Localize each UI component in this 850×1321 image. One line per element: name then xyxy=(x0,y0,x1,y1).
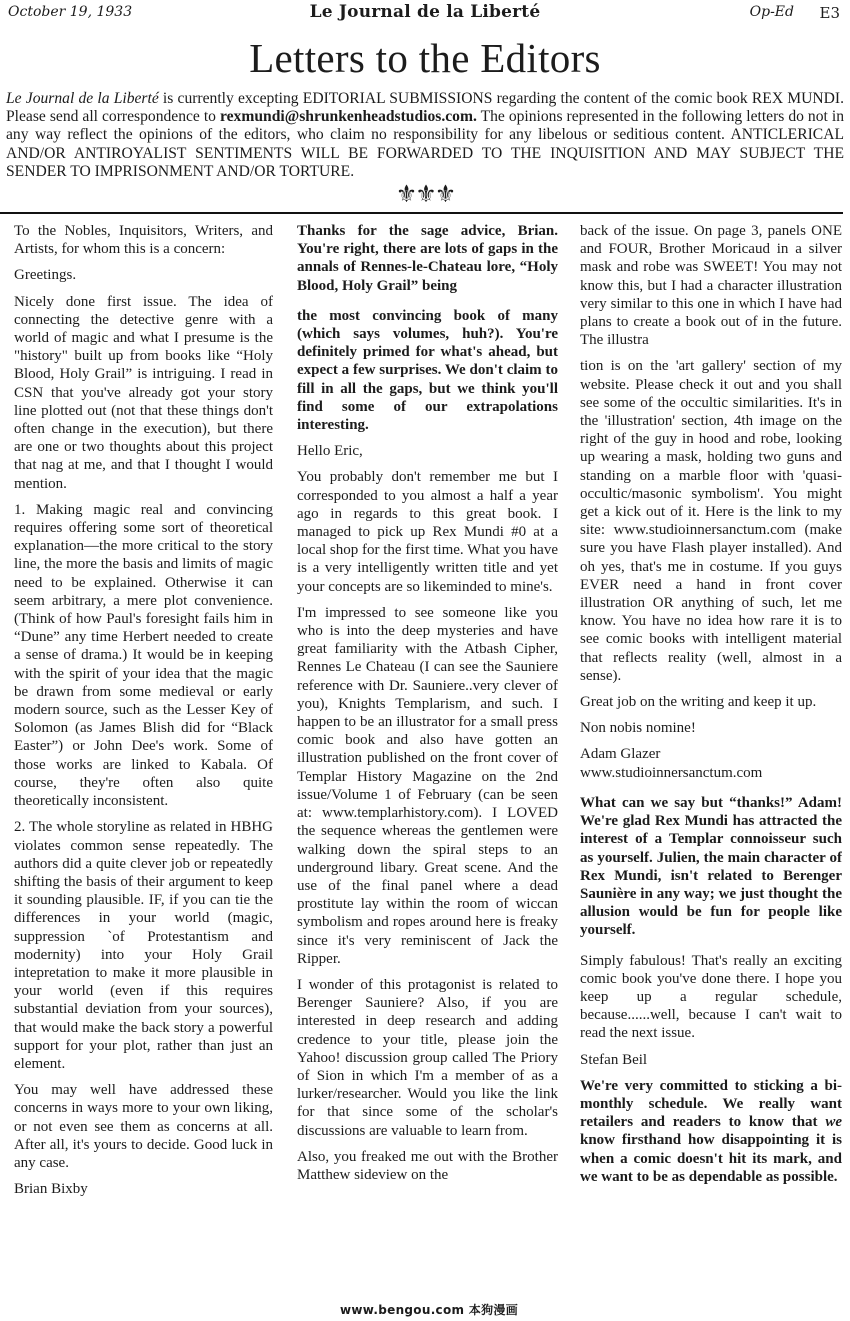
letter-paragraph: tion is on the 'art gallery' section of my website. Please check it out and you shall see some of the occultic similarities. It's in the 'illustration' section, 4th image on the right of the guy in hood and robe, looking up wearing a mask, holding two guns and standing on a marble floor with 'quasi-occultic/masonic symbolism'. You might get a kick out of it. Here is the link to my site: www.studioinnersanctum.com (make sure you have Flash player installed). And oh yes, that's me in costume. If you guys EVER need a hand in front cover illustration OR anything of such, let me know. You have no idea how rare it is to see comic books with intelligent material that reflects reality (well, almost in a sense). xyxy=(580,358,842,684)
intro-notice xyxy=(6,90,844,181)
letter-signature: Brian Bixby xyxy=(14,1181,88,1198)
letter-salutation: To the Nobles, Inquisitors, Writers, and Artists, for whom this is a concern: xyxy=(14,223,273,258)
watermark: www.bengou.com 本狗漫画 xyxy=(340,1303,518,1317)
letter-signature: Adam Glazer xyxy=(580,746,661,763)
letter-paragraph: Great job on the writing and keep it up. xyxy=(580,694,817,711)
letter-greeting: Hello Eric, xyxy=(297,443,363,460)
editor-reply xyxy=(580,1077,842,1186)
letter-paragraph: I'm impressed to see someone like you who is into the deep mysteries and have great familiarity with the Atbash Cipher, Rennes Le Chateau (I can see the Sauniere reference with Dr. Sauniere..very clever of you), Knights Templarism, and such. I happen to be an illustrator for a small press comic book and also have gotten an illustration published on the front cover of Templar History Magazine on the 2nd issue/Volume 1 of February (can be seen at: www.templarhistory.com). I LOVED the sequence whereas the gentlemen were walking down the spiral steps to an underground libary. Great scene. And the use of the final panel where a dead prostitute lay within the room of wiccan symbolism and ropes around here is freaky since it's very reminiscent of Jack the Ripper. xyxy=(297,604,558,967)
fleur-de-lis-icon: ⚜⚜⚜ xyxy=(395,180,455,208)
letter-signature: Stefan Beil xyxy=(580,1051,648,1068)
publication-name: Le Journal de la Liberté xyxy=(6,90,159,107)
column-1 xyxy=(14,222,273,1312)
issue-date: October 19, 1933 xyxy=(8,4,133,20)
editor-reply: What can we say but “thanks!” Adam! We're glad Rex Mundi has attracted the interest of a Templar connoisseur such as yourself. Julien, the main character of Rex Mundi, isn't related to Berenger Saunière in any way; we just thought the allusion would be fun for people like yourself. xyxy=(580,794,842,939)
editor-reply-emphasis: we xyxy=(825,1114,842,1131)
letter-greeting: Greetings. xyxy=(14,267,77,284)
column-2 xyxy=(297,222,558,1312)
inquisition-warning: ANTICLERICAL AND/OR ANTIROYALIST SENTIMENTS WILL BE FORWARDED TO THE INQUISITION AND MAY SUBJECT THE SENDER TO IMPRISONMENT AND/OR TORTURE. xyxy=(6,126,844,180)
letter-closing: Non nobis nomine! xyxy=(580,720,696,737)
letter-paragraph: back of the issue. On page 3, panels ONE and FOUR, Brother Moricaud in a silver mask and robe was SWEET! You may not know this, but I had a character illustration very similar to this one in which I have had plans to create a book out of in the future. The illustra xyxy=(580,223,842,349)
editor-reply-text: We're very committed to sticking a bi-monthly schedule. We really want retailers and readers to know that xyxy=(580,1077,842,1131)
submission-email[interactable]: rexmundi@shrunkenheadstudios.com. xyxy=(220,108,477,126)
divider-rule xyxy=(0,212,843,214)
letter-paragraph: 1. Making magic real and convincing requires offering some sort of theoretical explanation—the more critical to the story line, the more the basis and limits of magic need to be explained. Otherwise it can seem arbitrary, a mere plot convenience. (Think of how Paul's foresight fails him in “Dune” any time Herbert needed to create a sense of drama.) It would be in keeping with the spirit of your idea that the magic be drawn from some medieval or early modern source, such as the Lesser Key of Solomon (as James Blish did for “Black Easter”) or John Dee's work. Some of those works are linked to Kabala. Of course, they're often also quite theoretically inconsistent. xyxy=(14,501,273,810)
website-url: www.studioinnersanctum.com xyxy=(580,764,763,781)
intro-text-1: is currently excepting EDITORIAL SUBMISSIONS regarding the content of the comic book REX MUNDI. Please send all correspondence to xyxy=(6,90,845,126)
section-label: Op-Ed xyxy=(749,4,794,20)
page-number: E3 xyxy=(819,4,840,22)
letter-paragraph: You may well have addressed these concerns in ways more to your own liking, or not even see them as concerns at all. After all, it's yours to decide. Good luck in any case. xyxy=(14,1082,273,1171)
column-3 xyxy=(580,222,842,1312)
editor-reply-text: know firsthand how disappointing it is when a comic doesn't hit its mark, and we want to be as dependable as possible. xyxy=(580,1132,842,1185)
letter-paragraph: Nicely done first issue. The idea of connecting the detective genre with a world of magic and what I presume is the "history" built up from books like “Holy Blood, Holy Grail” is intriguing. I read in CSN that you've already got your story line plotted out (not that these things don't often change in the execution), but there are one or two thoughts about this project that nag at me, and that I thought I would mention. xyxy=(14,293,273,492)
editor-reply: Thanks for the sage advice, Brian. You're right, there are lots of gaps in the annals of Rennes-le-Chateau lore, “Holy Blood, Holy Grail” being xyxy=(297,223,558,294)
letter-paragraph: Simply fabulous! That's really an exciting comic book you've done there. I hope you keep up a regular schedule, because......well, because I can't wait to read the next issue. xyxy=(580,952,842,1042)
letter-paragraph: Also, you freaked me out with the Brother Matthew sideview on the xyxy=(297,1148,558,1183)
letter-paragraph: 2. The whole storyline as related in HBHG violates common sense repeatedly. The authors did a quite clever job or repeatedly shifting the basis of their argument to keep it sounding plausible. IF, if you can tie the differences in your world (magic, suppression `of Protestantism and modernity) into your Holy Grail intepretation to make it more plausible in your world (even if this requires substantial deviation from your sources), that would make the back story a powerful support for your plot, rather than just an element. xyxy=(14,819,273,1072)
editor-reply-continued: the most convincing book of many (which says volumes, huh?). You're definitely primed for what's ahead, but expect a few surprises. We don't claim to fill in all the gaps, but we think you'll find some of our extrapolations interesting. xyxy=(297,307,558,434)
intro-text-2: The opinions represented in the following letters do not in any way reflect the opinions of the editors, who claim no responsibility for any libelous or seditious content. xyxy=(6,108,844,144)
letter-paragraph: I wonder of this protagonist is related to Berenger Sauniere? Also, if you are interested in deep research and adding credence to your title, please join the Yahoo! discussion group called The Priory of Sion in which I'm a member of as a lurker/researcher. Would you like the link for that since some of the scholar's discussions are valuable to learn from. xyxy=(297,976,558,1139)
letter-paragraph: You probably don't remember me but I corresponded to you almost a half a year ago in regards to this great book. I managed to pick up Rex Mundi #0 at a local shop for the first time. What you have is a very intelligently written title and yet your concepts are so likeminded to mine's. xyxy=(297,469,558,595)
masthead: Le Journal de la Liberté xyxy=(309,2,541,22)
page-title: Letters to the Editors xyxy=(249,35,601,81)
